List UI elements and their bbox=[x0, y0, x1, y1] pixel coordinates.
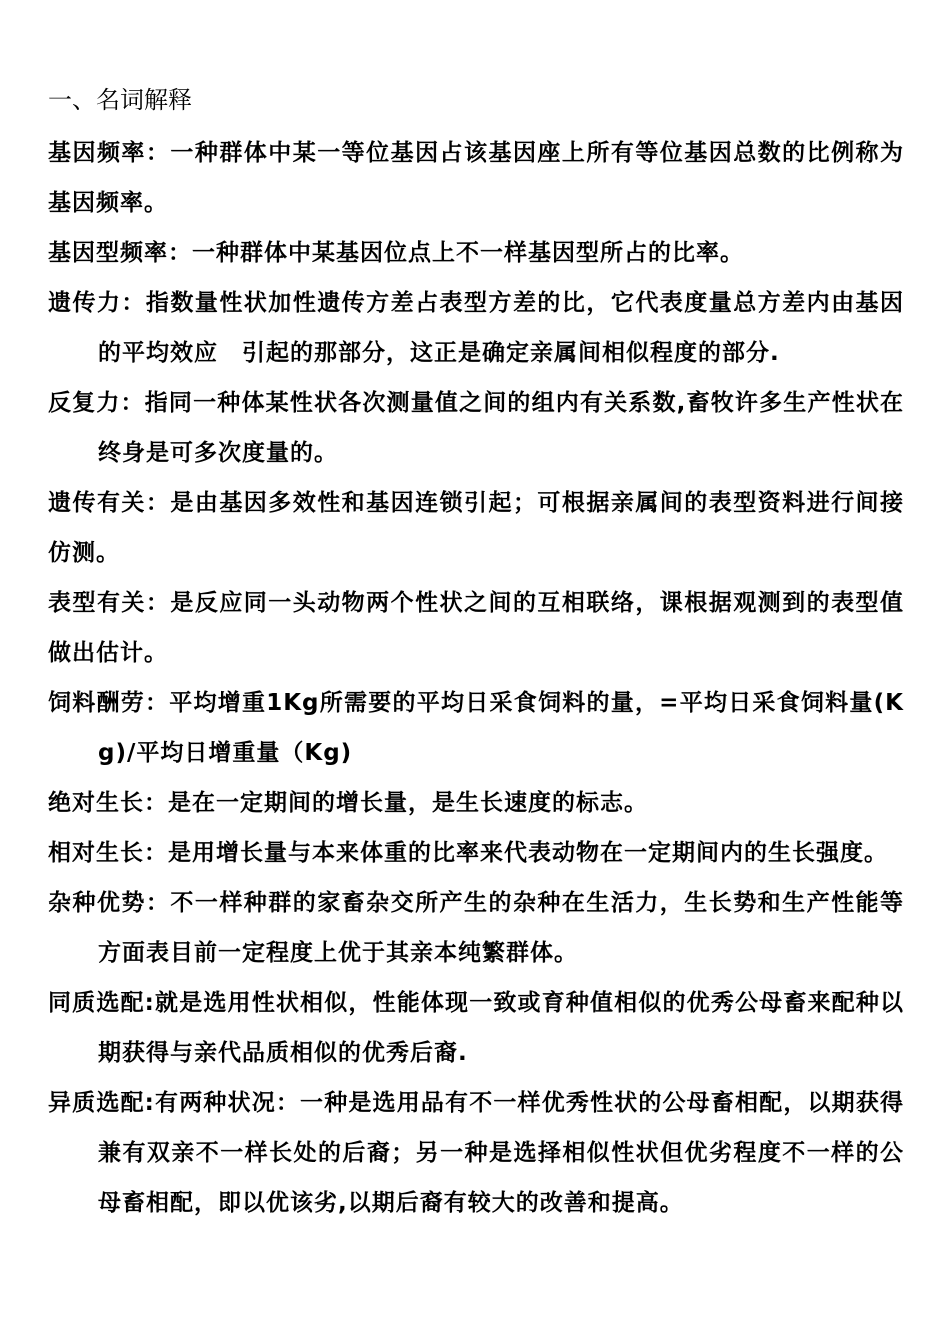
entry-separator: ： bbox=[144, 790, 168, 816]
entry-term: 基因型频率 bbox=[48, 240, 168, 266]
entry-definition: 是由基因多效性和基因连锁引起；可根据亲属间的表型资料进行间接仿测。 bbox=[48, 490, 905, 566]
entry-term: 绝对生长 bbox=[48, 790, 144, 816]
definition-entry bbox=[48, 678, 904, 778]
entry-definition: 不一样种群的家畜杂交所产生的杂种在生活力，生长势和生产性能等方面表目前一定程度上优于其亲本纯繁群体。 bbox=[98, 890, 905, 966]
entry-definition: 是用增长量与本来体重的比率来代表动物在一定期间内的生长强度。 bbox=[168, 840, 888, 866]
definition-entry bbox=[48, 228, 904, 278]
entry-term: 反复力 bbox=[48, 390, 121, 416]
entry-definition: 平均增重1Kg所需要的平均日采食饲料的量，=平均日采食饲料量(Kg)/平均日增重量（Kg) bbox=[98, 690, 904, 766]
definition-entry bbox=[48, 128, 904, 228]
entry-separator: ： bbox=[145, 890, 171, 916]
definition-entry bbox=[48, 828, 904, 878]
entry-term: 异质选配 bbox=[48, 1090, 145, 1116]
entry-term: 同质选配 bbox=[48, 990, 145, 1016]
entry-separator: ： bbox=[121, 290, 146, 316]
entry-definition: 指同一种体某性状各次测量值之间的组内有关系数,畜牧许多生产性状在终身是可多次度量的。 bbox=[98, 390, 905, 466]
entry-separator: : bbox=[144, 1090, 155, 1116]
section-heading: 一、名词解释 bbox=[48, 86, 192, 114]
entry-separator: ： bbox=[145, 140, 171, 166]
entry-separator: ： bbox=[168, 240, 192, 266]
definition-entry bbox=[48, 378, 904, 478]
entry-definition: 指数量性状加性遗传方差占表型方差的比，它代表度量总方差内由基因的平均效应 引起的那部分，这正是确定亲属间相似程度的部分. bbox=[98, 290, 905, 366]
entry-term: 表型有关 bbox=[48, 590, 146, 616]
entry-definition: 一种群体中某基因位点上不一样基因型所占的比率。 bbox=[192, 240, 744, 266]
entry-definition: 一种群体中某一等位基因占该基因座上所有等位基因总数的比例称为基因频率。 bbox=[48, 140, 905, 216]
entry-separator: ： bbox=[144, 690, 170, 716]
entry-separator: ： bbox=[145, 490, 171, 516]
entry-separator: ： bbox=[144, 840, 168, 866]
entry-term: 杂种优势 bbox=[48, 890, 146, 916]
entry-definition: 就是选用性状相似，性能体现一致或育种值相似的优秀公母畜来配种以期获得与亲代品质相似的优秀后裔. bbox=[98, 990, 905, 1066]
entry-separator: ： bbox=[120, 390, 145, 416]
entry-definition: 是在一定期间的增长量，是生长速度的标志。 bbox=[168, 790, 648, 816]
entry-definition: 有两种状况：一种是选用品有不一样优秀性状的公母畜相配，以期获得兼有双亲不一样长处的后裔；另一种是选择相似性状但优劣程度不一样的公母畜相配，即以优该劣,以期后裔有较大的改善和提高。 bbox=[98, 1090, 905, 1216]
entry-term: 遗传力 bbox=[48, 290, 122, 316]
entry-term: 基因频率 bbox=[48, 140, 146, 166]
definition-entry bbox=[48, 978, 904, 1078]
entry-separator: ： bbox=[145, 590, 171, 616]
definition-entry bbox=[48, 478, 904, 578]
definition-entry bbox=[48, 278, 904, 378]
entry-term: 饲料酬劳 bbox=[48, 690, 145, 716]
definition-entry bbox=[48, 878, 904, 978]
definition-entry bbox=[48, 778, 904, 828]
entry-term: 遗传有关 bbox=[48, 490, 146, 516]
entry-term: 相对生长 bbox=[48, 840, 144, 866]
definition-list bbox=[48, 128, 904, 1228]
entry-definition: 是反应同一头动物两个性状之间的互相联络，课根据观测到的表型值做出估计。 bbox=[48, 590, 905, 666]
definition-entry bbox=[48, 578, 904, 678]
definition-entry bbox=[48, 1078, 904, 1228]
entry-separator: : bbox=[144, 990, 155, 1016]
